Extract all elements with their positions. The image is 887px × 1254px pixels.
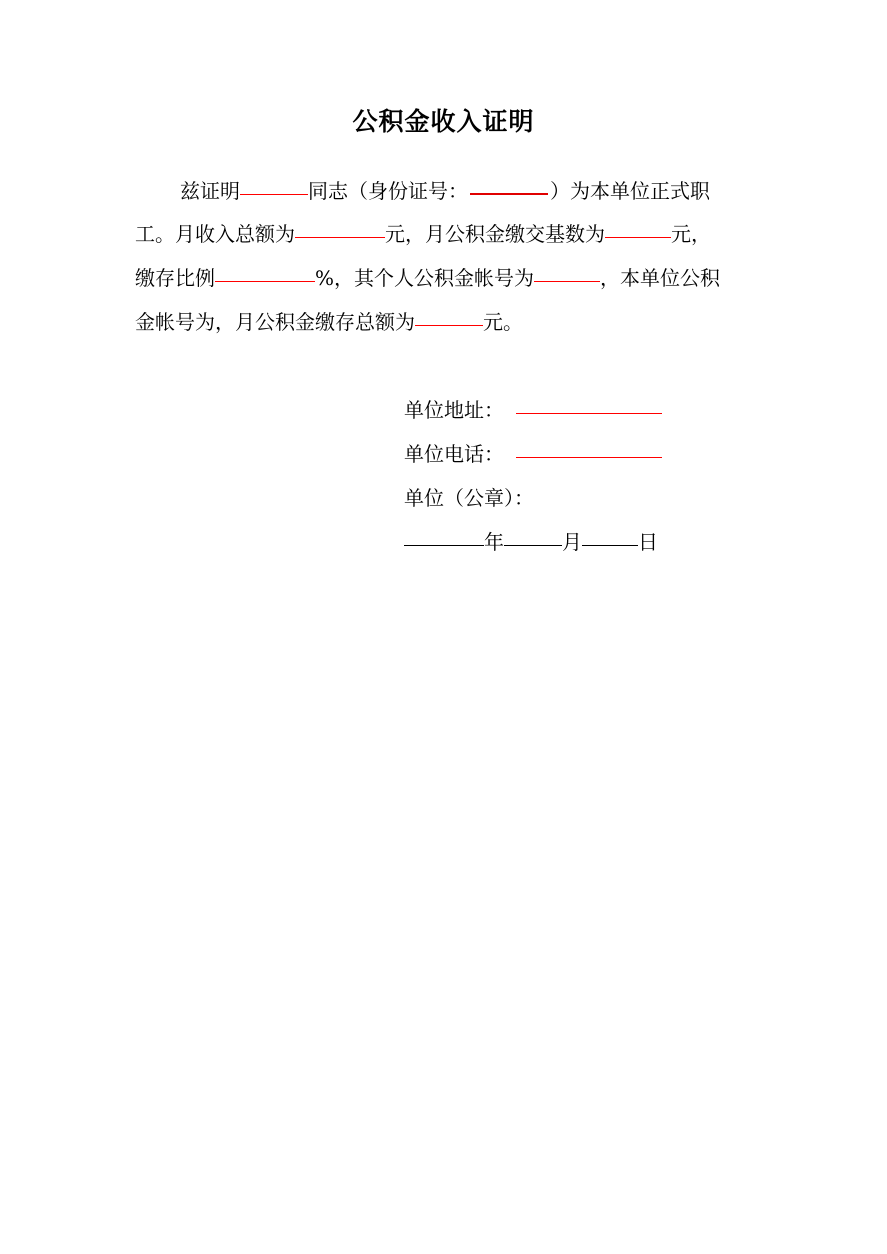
text-ratio: 缴存比例 <box>135 266 215 290</box>
text-certify: 兹证明 <box>180 179 240 203</box>
total-blank[interactable] <box>415 297 483 326</box>
id-number-blank[interactable] <box>470 165 548 195</box>
name-blank[interactable] <box>240 166 308 195</box>
month-blank[interactable] <box>504 517 562 546</box>
date-row <box>404 520 658 564</box>
ratio-blank[interactable] <box>215 253 315 282</box>
text-monthly-income: 工。月收入总额为 <box>135 222 295 246</box>
base-blank[interactable] <box>605 209 671 238</box>
text-base: 元，月公积金缴交基数为 <box>385 222 605 246</box>
address-label: 单位地址： <box>404 398 504 422</box>
phone-row <box>404 432 662 476</box>
year-label: 年 <box>484 530 504 554</box>
page-title: 公积金收入证明 <box>352 107 535 136</box>
income-blank[interactable] <box>295 209 385 238</box>
text-employee: ）为本单位正式职 <box>550 179 710 203</box>
day-blank[interactable] <box>582 517 638 546</box>
address-row <box>404 388 662 432</box>
personal-account-blank[interactable] <box>534 253 600 282</box>
year-blank[interactable] <box>404 517 484 546</box>
text-yuan-2: 元。 <box>483 310 523 334</box>
phone-label: 单位电话： <box>404 442 504 466</box>
day-label: 日 <box>638 530 658 554</box>
address-blank[interactable] <box>516 385 662 414</box>
text-unit-account: ，本单位公积 <box>600 266 721 290</box>
month-label: 月 <box>562 530 582 554</box>
body-line-3 <box>135 256 720 300</box>
seal-row <box>404 476 534 520</box>
text-personal-account: %，其个人公积金帐号为 <box>315 266 535 290</box>
text-comrade-id: 同志（身份证号： <box>308 179 468 203</box>
text-yuan-1: 元， <box>671 222 711 246</box>
body-line-2 <box>135 212 711 256</box>
text-total: 金帐号为，月公积金缴存总额为 <box>135 310 415 334</box>
body-line-4 <box>135 300 523 344</box>
seal-label: 单位（公章）： <box>404 486 534 510</box>
body-line-1 <box>180 168 710 212</box>
phone-blank[interactable] <box>516 429 662 458</box>
